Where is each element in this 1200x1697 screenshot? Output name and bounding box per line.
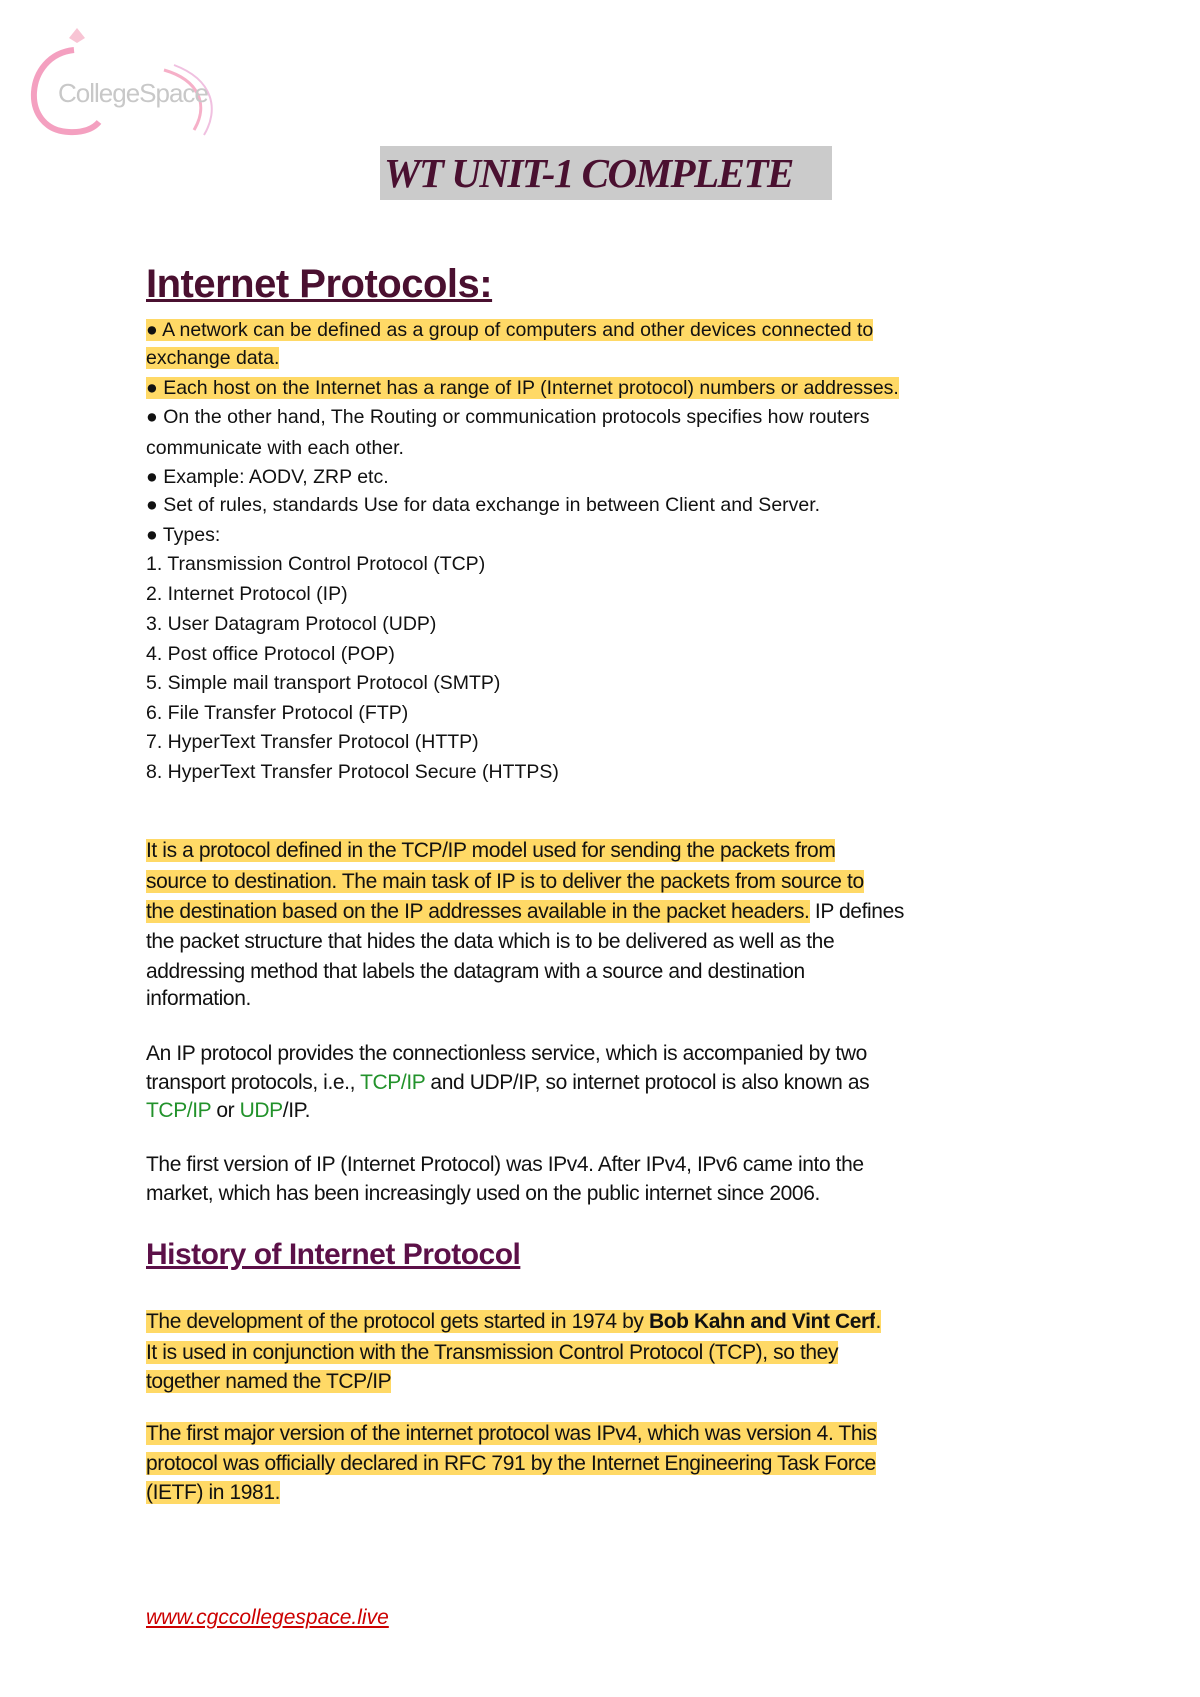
text-segment: and UDP/IP, so internet protocol is also known as	[425, 1071, 870, 1094]
text-segment: TCP/IP	[360, 1071, 425, 1094]
text-segment: exchange data.	[146, 347, 280, 369]
text-segment: together named the TCP/IP	[146, 1370, 392, 1393]
text-segment: 2. Internet Protocol (IP)	[146, 583, 348, 605]
text-line	[146, 1478, 280, 1507]
text-segment: the destination based on the IP addresses available in the packet headers.	[146, 900, 810, 923]
text-line	[146, 984, 251, 1013]
text-segment: communicate with each other.	[146, 437, 404, 459]
text-line	[146, 434, 404, 462]
text-line	[146, 957, 805, 986]
heading-history: History of Internet Protocol	[146, 1238, 521, 1271]
text-segment: It is a protocol defined in the TCP/IP model used for sending the packets from	[146, 839, 836, 862]
text-line	[146, 728, 479, 756]
document-title: WT UNIT-1 COMPLETE	[384, 150, 793, 196]
text-segment: UDP	[239, 1099, 283, 1122]
text-segment: ● Set of rules, standards Use for data exchange in between Client and Server.	[146, 494, 821, 516]
text-line	[146, 610, 436, 638]
text-line	[146, 1449, 876, 1478]
text-line	[146, 1068, 869, 1097]
text-segment: /IP.	[282, 1099, 311, 1122]
text-segment: 7. HyperText Transfer Protocol (HTTP)	[146, 731, 479, 753]
text-line	[146, 344, 279, 372]
text-segment: 6. File Transfer Protocol (FTP)	[146, 702, 409, 724]
text-segment: 8. HyperText Transfer Protocol Secure (HTTPS)	[146, 761, 559, 783]
text-segment: An IP protocol provides the connectionless service, which is accompanied by two	[146, 1042, 867, 1065]
text-line	[146, 897, 904, 926]
text-line	[146, 1367, 391, 1396]
text-segment: The first version of IP (Internet Protocol) was IPv4. After IPv4, IPv6 came into the	[146, 1153, 864, 1176]
text-line	[146, 1096, 310, 1125]
text-segment: ● On the other hand, The Routing or communication protocols specifies how routers	[146, 406, 870, 428]
text-segment: ● Each host on the Internet has a range of IP (Internet protocol) numbers or addresses.	[146, 377, 899, 399]
logo-swirl-icon	[14, 10, 224, 140]
text-segment: The development of the protocol gets started in 1974 by	[146, 1310, 649, 1333]
text-segment: ● Example: AODV, ZRP etc.	[146, 466, 389, 488]
text-line	[146, 836, 835, 865]
text-segment: 3. User Datagram Protocol (UDP)	[146, 613, 437, 635]
text-line	[146, 669, 500, 697]
text-segment: transport protocols, i.e.,	[146, 1071, 361, 1094]
text-line	[146, 699, 408, 727]
text-line	[146, 521, 220, 549]
footer-website-link[interactable]: www.cgccollegespace.live	[146, 1606, 389, 1629]
text-segment: The first major version of the internet protocol was IPv4, which was version 4. This	[146, 1422, 877, 1445]
text-segment: 1. Transmission Control Protocol (TCP)	[146, 553, 486, 575]
text-line	[146, 463, 389, 491]
text-segment: market, which has been increasingly used on the public internet since 2006.	[146, 1182, 820, 1205]
text-segment: .	[875, 1310, 881, 1333]
text-segment: It is used in conjunction with the Transmission Control Protocol (TCP), so they	[146, 1341, 839, 1364]
text-segment: or	[210, 1099, 240, 1122]
text-line	[146, 758, 559, 786]
text-segment: information.	[146, 987, 251, 1010]
text-line	[146, 927, 834, 956]
text-segment: ● Types:	[146, 524, 221, 546]
text-segment: 5. Simple mail transport Protocol (SMTP)	[146, 672, 501, 694]
text-segment: the packet structure that hides the data which is to be delivered as well as the	[146, 930, 835, 953]
text-line	[146, 550, 485, 578]
text-segment: Bob Kahn and Vint Cerf	[648, 1310, 876, 1333]
text-segment: TCP/IP	[146, 1099, 211, 1122]
collegespace-logo: CollegeSpace	[14, 10, 224, 140]
text-line	[146, 1419, 877, 1448]
text-line	[146, 1179, 820, 1208]
text-line	[146, 491, 820, 519]
text-line	[146, 403, 870, 431]
heading-internet-protocols: Internet Protocols:	[146, 262, 493, 306]
text-segment: protocol was officially declared in RFC 791 by the Internet Engineering Task Force	[146, 1452, 876, 1475]
text-segment: (IETF) in 1981.	[146, 1481, 281, 1504]
text-line	[146, 1338, 838, 1367]
text-line	[146, 316, 873, 344]
text-segment: source to destination. The main task of IP is to deliver the packets from source to	[146, 870, 864, 893]
text-segment: addressing method that labels the datagram with a source and destination	[146, 960, 805, 983]
text-line	[146, 640, 395, 668]
text-line	[146, 374, 899, 402]
text-segment: 4. Post office Protocol (POP)	[146, 643, 395, 665]
text-line	[146, 867, 864, 896]
text-line	[146, 1150, 864, 1179]
text-segment: ● A network can be defined as a group of computers and other devices connected to	[146, 319, 874, 341]
text-segment: IP defines	[809, 900, 904, 923]
text-line	[146, 1039, 867, 1068]
text-line	[146, 580, 348, 608]
text-line	[146, 1307, 881, 1336]
